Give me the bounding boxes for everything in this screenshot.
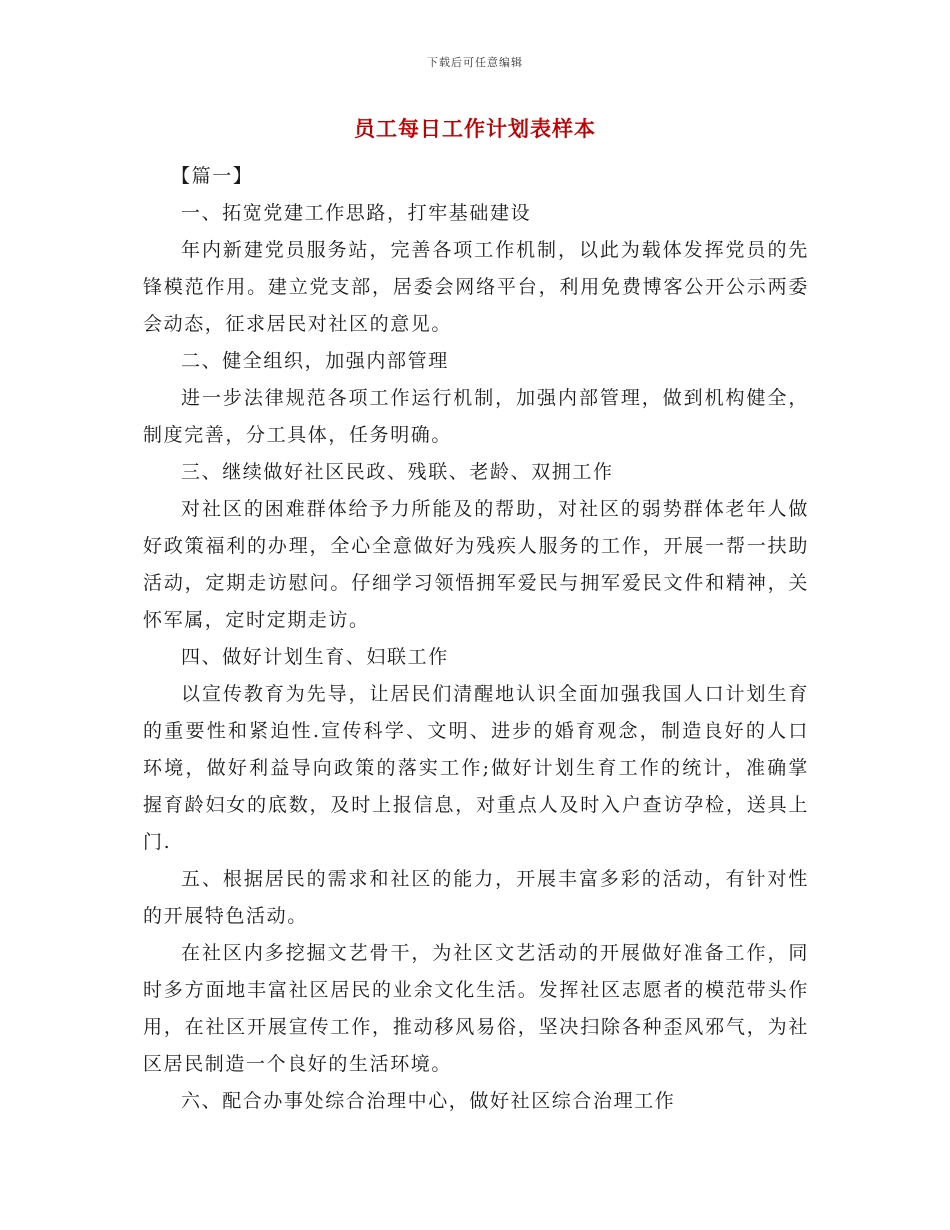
document-title: 员工每日工作计划表样本 — [354, 116, 596, 141]
document-body — [143, 158, 809, 1120]
paragraph-3: 对社区的困难群体给予力所能及的帮助，对社区的弱势群体老年人做好政策福利的办理，全心全意做好为残疾人服务的工作，开展一帮一扶助活动，定期走访慰问。仔细学习领悟拥军爱民与拥军爱民文件和精神，关怀军属，定时定期走访。 — [143, 498, 809, 631]
heading-3: 三、继续做好社区民政、残联、老龄、双拥工作 — [181, 461, 614, 483]
header-note: 下载后可任意编辑 — [427, 56, 523, 69]
heading-2: 二、健全组织，加强内部管理 — [181, 350, 449, 372]
paragraph-5: 在社区内多挖掘文艺骨干，为社区文艺活动的开展做好准备工作，同时多方面地丰富社区居民的业余文化生活。发挥社区志愿者的模范带头作用，在社区开展宣传工作，推动移风易俗，坚决扫除各种歪风邪气，为社区居民制造一个良好的生活环境。 — [143, 942, 809, 1075]
paragraph-1: 年内新建党员服务站，完善各项工作机制，以此为载体发挥党员的先锋模范作用。建立党支部，居委会网络平台，利用免费博客公开公示两委会动态，征求居民对社区的意见。 — [143, 239, 809, 335]
heading-5: 五、根据居民的需求和社区的能力，开展丰富多彩的活动，有针对性的开展特色活动。 — [143, 868, 809, 927]
heading-6: 六、配合办事处综合治理中心，做好社区综合治理工作 — [181, 1090, 676, 1112]
paragraph-4: 以宣传教育为先导，让居民们清醒地认识全面加强我国人口计划生育的重要性和紧迫性.宣传科学、文明、进步的婚育观念，制造良好的人口环境，做好利益导向政策的落实工作;做好计划生育工作的统计，准确掌握育龄妇女的底数，及时上报信息，对重点人及时入户查访孕检，送具上门. — [143, 683, 809, 853]
heading-1: 一、拓宽党建工作思路，打牢基础建设 — [181, 202, 532, 224]
heading-4: 四、做好计划生育、妇联工作 — [181, 646, 449, 668]
paragraph-2: 进一步法律规范各项工作运行机制，加强内部管理，做到机构健全，制度完善，分工具体，任务明确。 — [143, 387, 809, 446]
section-label: 【篇一】 — [171, 165, 254, 187]
